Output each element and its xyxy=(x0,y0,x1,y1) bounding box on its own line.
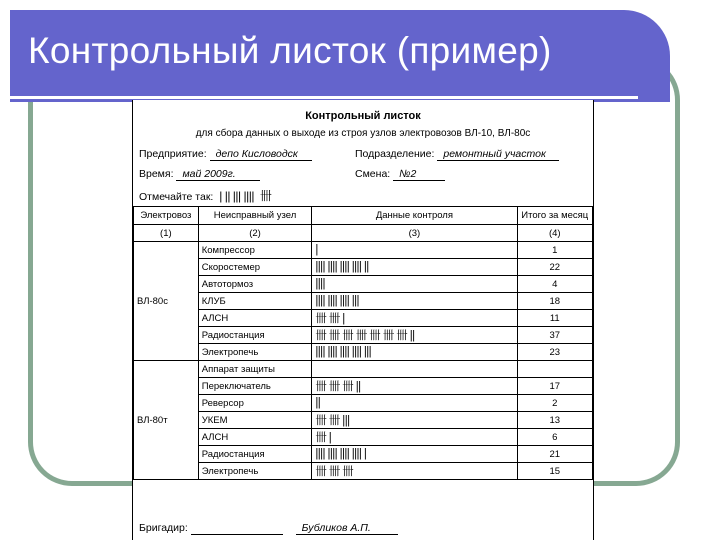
unit-cell: УКЕМ xyxy=(198,412,312,429)
table-row xyxy=(134,259,593,276)
total-cell: 18 xyxy=(517,293,592,310)
header-num-3: (3) xyxy=(312,225,517,242)
foreman-row xyxy=(139,522,398,535)
tally-cell: |||| |||| |||| |||| ||| xyxy=(312,344,517,361)
header-num-2: (2) xyxy=(198,225,312,242)
unit-cell: Автотормоз xyxy=(198,276,312,293)
unit-cell: АЛСН xyxy=(198,429,312,446)
unit-cell: Реверсор xyxy=(198,395,312,412)
table-row xyxy=(134,276,593,293)
tally-cell: 卌 卌 卌 || xyxy=(312,378,517,395)
total-cell: 6 xyxy=(517,429,592,446)
unit-cell: Радиостанция xyxy=(198,327,312,344)
mark-label: Отмечайте так: xyxy=(139,191,214,203)
table-row xyxy=(134,361,593,378)
table-row xyxy=(134,344,593,361)
total-cell: 13 xyxy=(517,412,592,429)
header-num-1: (1) xyxy=(134,225,199,242)
total-cell xyxy=(517,361,592,378)
tally-cell xyxy=(312,361,517,378)
table-header-row xyxy=(134,207,593,225)
header-num-4: (4) xyxy=(517,225,592,242)
total-cell: 21 xyxy=(517,446,592,463)
tally-cell: 卌 卌 ||| xyxy=(312,412,517,429)
total-cell: 37 xyxy=(517,327,592,344)
unit-cell: Компрессор xyxy=(198,242,312,259)
enterprise-label: Предприятие: xyxy=(139,148,207,160)
unit-cell: Аппарат защиты xyxy=(198,361,312,378)
shift-value: №2 xyxy=(393,168,445,181)
slide-title: Контрольный листок (пример) xyxy=(28,30,552,71)
unit-cell: АЛСН xyxy=(198,310,312,327)
tally-cell: |||| xyxy=(312,276,517,293)
tally-cell: 卌 卌 卌 卌 卌 卌 卌 || xyxy=(312,327,517,344)
unit-cell: Скоростемер xyxy=(198,259,312,276)
division-row xyxy=(355,148,559,161)
total-cell: 1 xyxy=(517,242,592,259)
tally-cell: |||| |||| |||| ||| xyxy=(312,293,517,310)
time-label: Время: xyxy=(139,168,174,180)
table-number-row xyxy=(134,225,593,242)
unit-cell: Радиостанция xyxy=(198,446,312,463)
total-cell: 17 xyxy=(517,378,592,395)
form-subtitle: для сбора данных о выходе из строя узлов электровозов ВЛ-10, ВЛ-80с xyxy=(195,128,531,139)
total-cell: 2 xyxy=(517,395,592,412)
tally-cell: |||| |||| |||| |||| | xyxy=(312,446,517,463)
table-row xyxy=(134,463,593,480)
time-row xyxy=(139,168,260,181)
shift-row xyxy=(355,168,445,181)
header-total: Итого за месяц xyxy=(517,207,592,225)
slide-title-bar xyxy=(10,10,670,102)
table-row xyxy=(134,446,593,463)
division-value: ремонтный участок xyxy=(437,148,559,161)
unit-cell: Электропечь xyxy=(198,463,312,480)
form-title: Контрольный листок xyxy=(305,110,421,122)
tally-cell: 卌 卌 卌 xyxy=(312,463,517,480)
loco-cell: ВЛ-80с xyxy=(134,242,199,361)
mark-legend-row xyxy=(139,187,271,204)
foreman-value: Бубликов А.П. xyxy=(296,522,398,535)
time-value: май 2009г. xyxy=(176,168,260,181)
control-sheet-document xyxy=(132,100,594,540)
table-row xyxy=(134,429,593,446)
table-row xyxy=(134,327,593,344)
total-cell: 23 xyxy=(517,344,592,361)
control-table xyxy=(133,206,593,480)
tally-cell: 卌 卌 | xyxy=(312,310,517,327)
tally-cell: | xyxy=(312,242,517,259)
total-cell: 22 xyxy=(517,259,592,276)
mark-five: 卌 xyxy=(259,189,272,203)
unit-cell: Электропечь xyxy=(198,344,312,361)
loco-cell: ВЛ-80т xyxy=(134,361,199,480)
header-loco: Электровоз xyxy=(134,207,199,225)
header-unit: Неисправный узел xyxy=(198,207,312,225)
tally-cell: |||| |||| |||| |||| || xyxy=(312,259,517,276)
total-cell: 15 xyxy=(517,463,592,480)
enterprise-value: депо Кисловодск xyxy=(210,148,312,161)
total-cell: 4 xyxy=(517,276,592,293)
total-cell: 11 xyxy=(517,310,592,327)
unit-cell: КЛУБ xyxy=(198,293,312,310)
shift-label: Смена: xyxy=(355,168,391,180)
tally-cell: 卌 | xyxy=(312,429,517,446)
title-underline xyxy=(10,96,638,99)
enterprise-row xyxy=(139,148,312,161)
division-label: Подразделение: xyxy=(355,148,435,160)
mark-examples: | || ||| |||| xyxy=(219,189,254,203)
table-row xyxy=(134,242,593,259)
table-row xyxy=(134,293,593,310)
table-row xyxy=(134,310,593,327)
table-row xyxy=(134,395,593,412)
table-row xyxy=(134,378,593,395)
tally-cell: || xyxy=(312,395,517,412)
foreman-label: Бригадир: xyxy=(139,522,188,534)
header-data: Данные контроля xyxy=(312,207,517,225)
foreman-signature-line xyxy=(191,522,283,535)
unit-cell: Переключатель xyxy=(198,378,312,395)
table-row xyxy=(134,412,593,429)
